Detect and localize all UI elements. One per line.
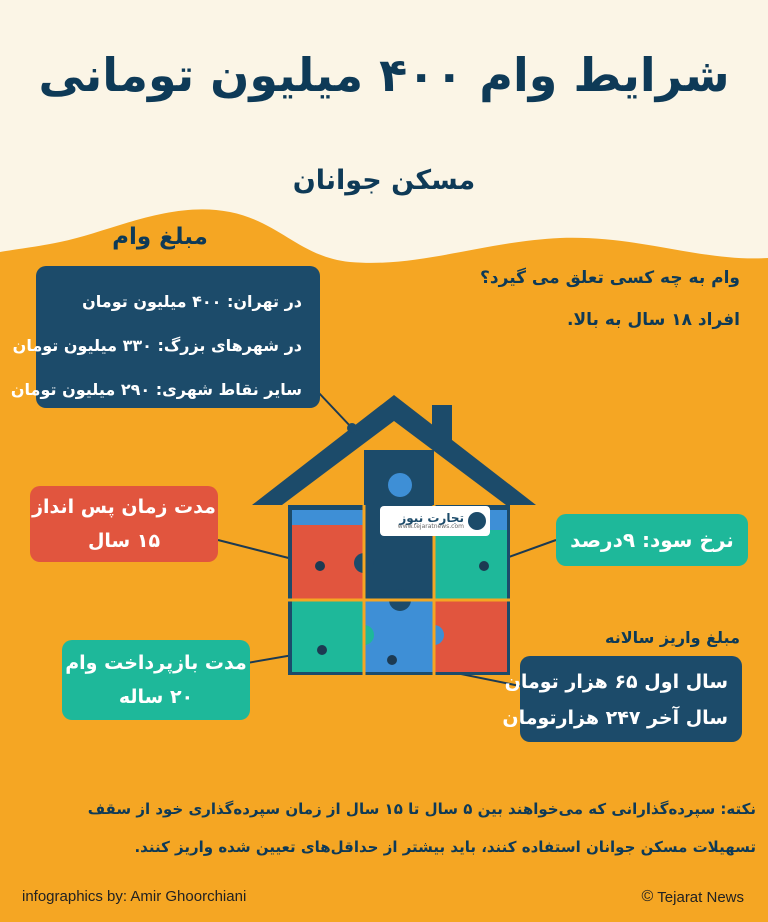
- annual-deposit-heading: مبلغ واریز سالانه: [604, 628, 740, 647]
- page-title: شرایط وام ۴۰۰ میلیون تومانی: [38, 48, 730, 102]
- annual-deposit-last-year: سال آخر ۲۴۷ هزارتومان: [502, 707, 728, 729]
- footer-brand: [642, 888, 745, 906]
- savings-period-value: ۱۵ سال: [87, 530, 161, 552]
- loan-amount-big-cities: در شهرهای بزرگ: ۳۳۰ میلیون تومان: [12, 336, 302, 355]
- eligibility-answer: افراد ۱۸ سال به بالا.: [567, 310, 740, 330]
- note-line-1: نکته: سپرده‌گذارانی که می‌خواهند بین ۵ سال تا ۱۵ سال از زمان سپرده‌گذاری خود از سقف: [87, 800, 756, 818]
- interest-rate-box: [556, 514, 748, 566]
- loan-amount-heading: مبلغ وام: [112, 224, 208, 250]
- savings-period-label: مدت زمان پس انداز: [32, 496, 216, 518]
- repayment-period-box: [62, 640, 250, 720]
- loan-amount-tehran: در تهران: ۴۰۰ میلیون تومان: [82, 292, 302, 311]
- footer-credit: infographics by: Amir Ghoorchiani: [22, 888, 247, 905]
- annual-deposit-first-year: سال اول ۶۵ هزار تومان: [504, 671, 728, 693]
- repayment-period-label: مدت بازپرداخت وام: [65, 652, 247, 674]
- logo-name: تجارت نیوز: [399, 511, 464, 525]
- eligibility-question: وام به چه کسی تعلق می گیرد؟: [480, 268, 740, 288]
- note-text: [14, 790, 756, 866]
- note-line-2: تسهیلات مسکن جوانان استفاده کنند، باید بیشتر از حداقل‌های تعیین شده واریز کنند.: [134, 838, 756, 856]
- copyright-icon: ©: [641, 888, 654, 905]
- logo-url: www.tejaratnews.com: [397, 523, 464, 530]
- logo-mark-icon: [468, 512, 486, 530]
- footer-brand-name: Tejarat News: [657, 888, 744, 906]
- repayment-period-value: ۲۰ ساله: [118, 686, 194, 708]
- loan-amount-other-cities: سایر نقاط شهری: ۲۹۰ میلیون تومان: [10, 380, 302, 399]
- savings-period-box: [30, 486, 218, 562]
- interest-rate-text: نرخ سود: ۹درصد: [570, 528, 734, 552]
- annual-deposit-box: [502, 656, 742, 742]
- tejarat-news-logo: [380, 506, 490, 536]
- page-subtitle: مسکن جوانان: [292, 165, 476, 196]
